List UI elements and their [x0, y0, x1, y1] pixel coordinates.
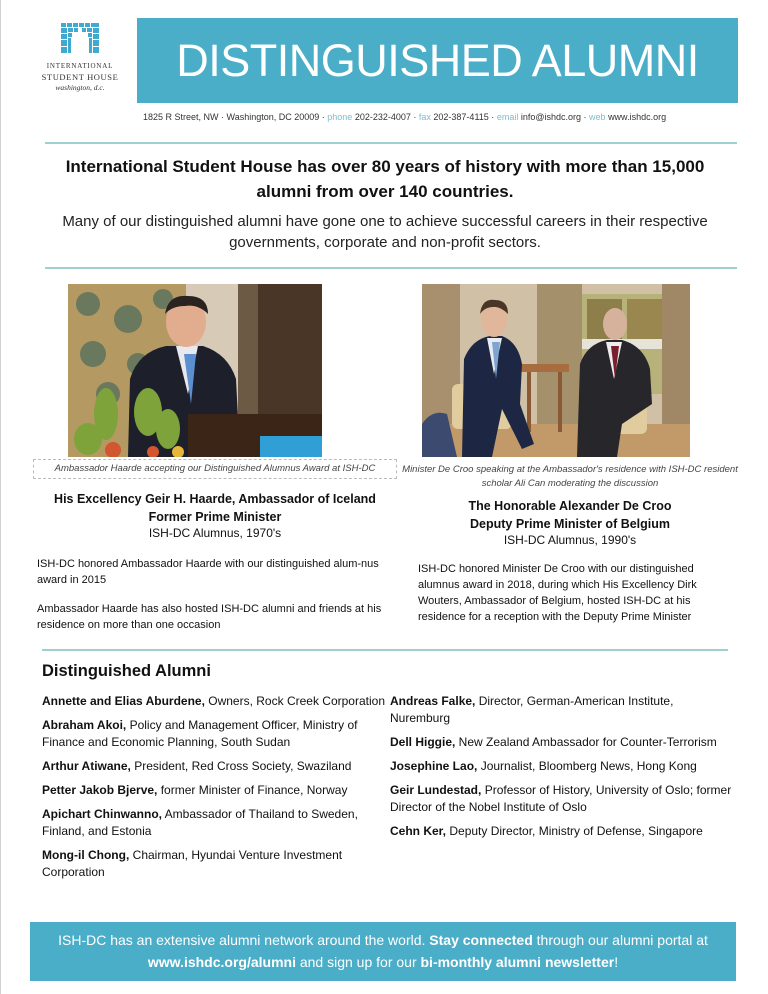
haarde-paragraph-1: ISH-DC honored Ambassador Haarde with our distinguished alum-nus award in 2015 [37, 558, 379, 586]
alumni-entry [42, 717, 387, 751]
alumni-column-right [390, 693, 735, 847]
alumni-name: Arthur Atiwane, [42, 759, 131, 773]
photo-de-croo [422, 284, 690, 457]
alumni-entry [42, 806, 387, 840]
alumni-name: Apichart Chinwanno, [42, 807, 162, 821]
footer-text-2: through our alumni portal at [532, 932, 708, 948]
alumni-entry [390, 758, 735, 775]
alumni-entry [390, 782, 735, 816]
alumni-entry [390, 734, 735, 751]
alumni-name: Mong-il Chong, [42, 848, 130, 862]
alumni-name: Dell Higgie, [390, 735, 456, 749]
divider-top [45, 142, 737, 144]
divider-bottom [42, 649, 728, 651]
alumni-description: Journalist, Bloomberg News, Hong Kong [477, 759, 697, 773]
phone-label: phone [327, 112, 353, 122]
alumni-description: Chairman, Hyundai Venture Investment Corporation [42, 848, 343, 879]
logo-line-student-house: STUDENT HOUSE [41, 72, 119, 82]
alumni-description: former Minister of Finance, Norway [157, 783, 348, 797]
de-croo-paragraph-1: ISH-DC honored Minister De Croo with our distinguished alumnus award in 2018, during which His Excellency Dirk Wouters, Ambassador of Belgium, hosted ISH-DC at his residence for a reception with the Deputy Prime Minister [418, 563, 697, 623]
phone-number: 202-232-4007 · [354, 112, 417, 122]
web-label: web [589, 112, 606, 122]
alumni-entry [42, 758, 387, 775]
alumni-description: Policy and Management Officer, Ministry of Finance and Economic Planning, South Sudan [42, 718, 358, 749]
featured-name-de-croo [395, 497, 745, 533]
alumni-name: Geir Lundestad, [390, 783, 482, 797]
haarde-paragraph-2: Ambassador Haarde has also hosted ISH-DC alumni and friends at his residence on more than one occasion [37, 603, 382, 631]
intro-headline: International Student House has over 80 years of history with more than 15,000 alumni from over 140 countries. [65, 157, 705, 201]
alumni-entry [390, 823, 735, 840]
email-label: email [496, 112, 519, 122]
photo-haarde [68, 284, 322, 457]
title-banner [137, 18, 738, 103]
alumni-entry [390, 693, 735, 727]
alumni-name: Josephine Lao, [390, 759, 478, 773]
alumni-description: Director, German-American Institute, Nuremburg [390, 694, 674, 725]
footer-text-3: and sign up for our [295, 954, 421, 970]
footer-text-1: ISH-DC has an extensive alumni network around the world. [58, 932, 430, 948]
alumni-name: Andreas Falke, [390, 694, 476, 708]
featured-name-haarde [30, 490, 400, 526]
footer-newsletter: bi-monthly alumni newsletter [420, 954, 615, 970]
alumni-name: Annette and Elias Aburdene, [42, 694, 205, 708]
alumni-list-title: Distinguished Alumni [42, 662, 211, 680]
page-edge [0, 0, 1, 994]
footer-text-4: ! [614, 954, 619, 970]
haarde-title-line2: Former Prime Minister [148, 510, 282, 524]
alumni-description: President, Red Cross Society, Swaziland [130, 759, 352, 773]
footer-banner [30, 922, 736, 981]
divider-middle [45, 267, 737, 269]
fax-number: 202-387-4115 · [433, 112, 495, 122]
arch-logo-icon [60, 22, 100, 54]
alumni-description: Deputy Director, Ministry of Defense, Singapore [446, 824, 703, 838]
alumni-description: Professor of History, University of Oslo; former Director of the Nobel Institute of Oslo [390, 783, 732, 814]
haarde-alumnus-years: ISH-DC Alumnus, 1970's [148, 526, 282, 540]
footer-alumni-portal-link[interactable]: www.ishdc.org/alumni [147, 954, 296, 970]
email-link[interactable]: info@ishdc.org · [520, 112, 587, 122]
haarde-title-line1: His Excellency Geir H. Haarde, Ambassador of Iceland [54, 492, 376, 506]
alumni-entry [42, 782, 387, 799]
intro-subtext: Many of our distinguished alumni have gone one to achieve successful careers in their respective governments, corporate and non-profit sectors. [62, 213, 708, 251]
photo-caption-de-croo: Minister De Croo speaking at the Ambassador's residence with ISH-DC resident scholar Ali Can moderating the discussion [402, 464, 738, 489]
fax-label: fax [418, 112, 431, 122]
alumni-entry [42, 693, 387, 710]
de-croo-alumnus-years: ISH-DC Alumnus, 1990's [503, 533, 637, 547]
alumni-description: New Zealand Ambassador for Counter-Terrorism [455, 735, 717, 749]
footer-stay-connected: Stay connected [429, 932, 533, 948]
web-link[interactable]: www.ishdc.org [608, 112, 667, 122]
alumni-entry [42, 847, 387, 881]
alumni-name: Cehn Ker, [390, 824, 447, 838]
address: 1825 R Street, NW · Washington, DC 20009 · [143, 112, 325, 122]
de-croo-title-line2: Deputy Prime Minister of Belgium [469, 517, 671, 531]
page-title: DISTINGUISHED ALUMNI [176, 34, 699, 86]
logo-line-washington: washington, d.c. [55, 83, 105, 92]
logo-line-international: INTERNATIONAL [46, 62, 114, 70]
de-croo-title-line1: The Honorable Alexander De Croo [468, 499, 672, 513]
photo-caption-haarde: Ambassador Haarde accepting our Distinguished Alumnus Award at ISH-DC [33, 459, 397, 479]
contact-line [143, 112, 666, 122]
alumni-description: Ambassador of Thailand to Sweden, Finland, and Estonia [42, 807, 358, 838]
alumni-column-left [42, 693, 387, 888]
alumni-name: Abraham Akoi, [42, 718, 127, 732]
alumni-description: Owners, Rock Creek Corporation [204, 694, 385, 708]
alumni-name: Petter Jakob Bjerve, [42, 783, 158, 797]
ish-logo [30, 22, 130, 92]
